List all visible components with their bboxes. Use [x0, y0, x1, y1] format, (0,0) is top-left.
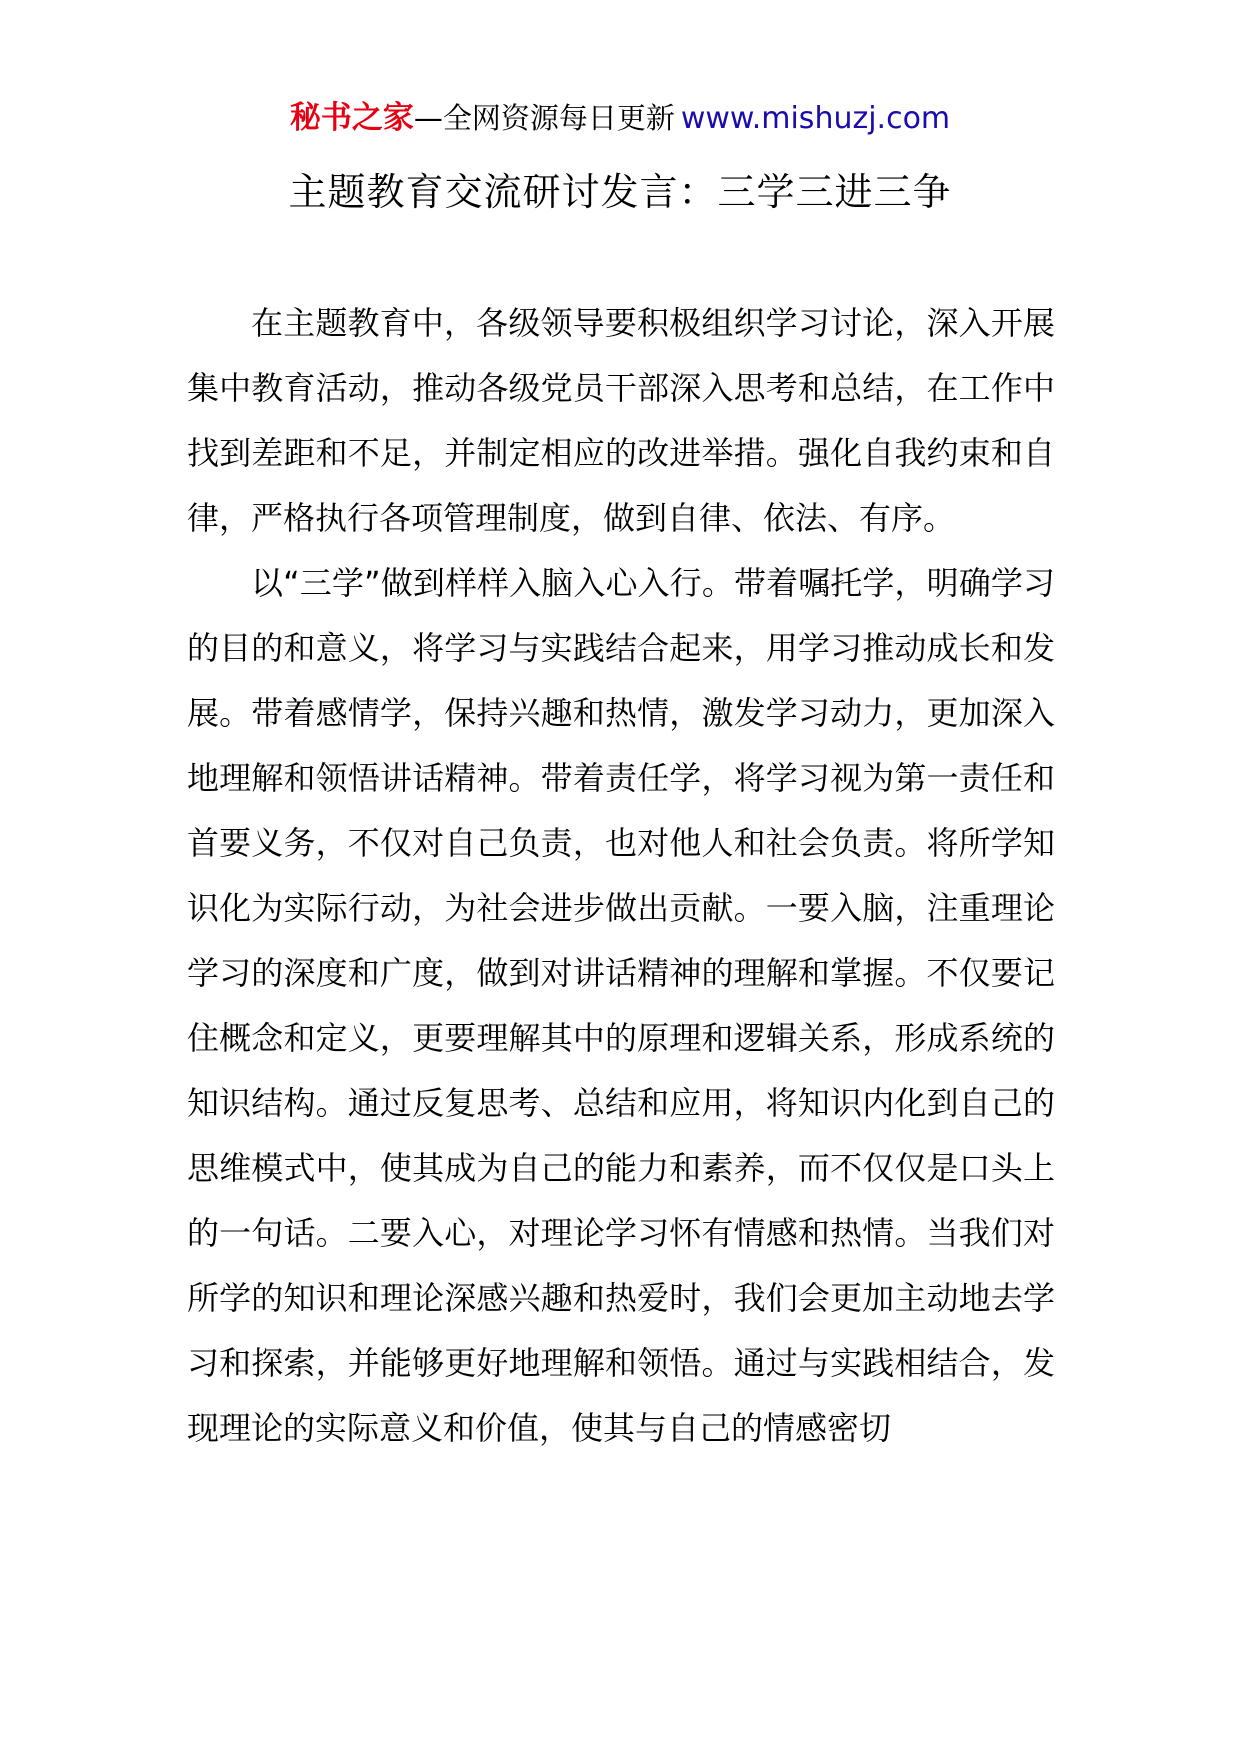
document-title: 主题教育交流研讨发言：三学三进三争: [288, 170, 952, 214]
document-body: [187, 291, 1055, 1461]
body-paragraph-2: 以“三学”做到样样入脑入心入行。带着嘱托学，明确学习的目的和意义，将学习与实践结合起来，用学习推动成长和发展。带着感情学，保持兴趣和热情，激发学习动力，更加深入地理解和领悟讲话精神。带着责任学，将学习视为第一责任和首要义务，不仅对自己负责，也对他人和社会负责。将所学知识化为实际行动，为社会进步做出贡献。一要入脑，注重理论学习的深度和广度，做到对讲话精神的理解和掌握。不仅要记住概念和定义，更要理解其中的原理和逻辑关系，形成系统的知识结构。通过反复思考、总结和应用，将知识内化到自己的思维模式中，使其成为自己的能力和素养，而不仅仅是口头上的一句话。二要入心，对理论学习怀有情感和热情。当我们对所学的知识和理论深感兴趣和热爱时，我们会更加主动地去学习和探索，并能够更好地理解和领悟。通过与实践相结合，发现理论的实际意义和价值，使其与自己的情感密切: [187, 564, 1055, 1447]
brand-name: 秘书之家: [289, 100, 414, 136]
site-header: [0, 98, 1240, 139]
site-url-link[interactable]: www.mishuzj.com: [680, 101, 951, 136]
header-tagline: —全网资源每日更新: [413, 101, 675, 135]
body-paragraph-1: 在主题教育中，各级领导要积极组织学习讨论，深入开展集中教育活动，推动各级党员干部深入思考和总结，在工作中找到差距和不足，并制定相应的改进举措。强化自我约束和自律，严格执行各项管理制度，做到自律、依法、有序。: [187, 304, 1055, 537]
